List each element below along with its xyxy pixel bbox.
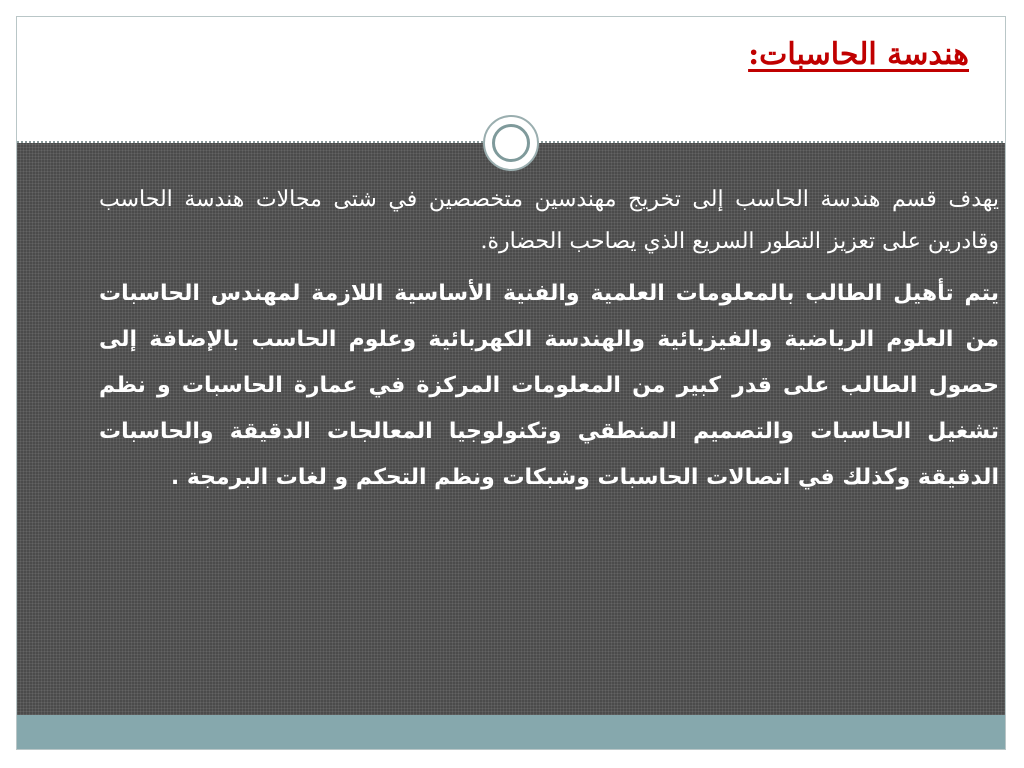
bullet-item-1: يهدف قسم هندسة الحاسب إلى تخريج مهندسين متخصصين في شتى مجالات هندسة الحاسب وقادرين على تعزيز التطور السريع الذي يصاحب الحضارة. — [99, 187, 999, 254]
bullet-item-2: يتم تأهيل الطالب بالمعلومات العلمية والفنية الأساسية اللازمة لمهندس الحاسبات من العلوم الرياضية والفيزيائية والهندسة الكهربائية وعلوم الحاسب بالإضافة إلى حصول الطالب على قدر كبير من المعلومات المركزة في عمارة الحاسبات و نظم تشغيل الحاسبات والتصميم المنطقي وتكنولوجيا المعالجات الدقيقة والحاسبات الدقيقة وكذلك في اتصالات الحاسبات وشبكات ونظم التحكم و لغات البرمجة . — [99, 281, 999, 490]
content-area — [17, 143, 1005, 715]
circle-ornament-icon — [483, 115, 539, 171]
slide-title: هندسة الحاسبات: — [748, 37, 969, 72]
slide — [16, 16, 1006, 750]
bullet-list — [43, 179, 999, 509]
footer-bar — [17, 715, 1005, 750]
